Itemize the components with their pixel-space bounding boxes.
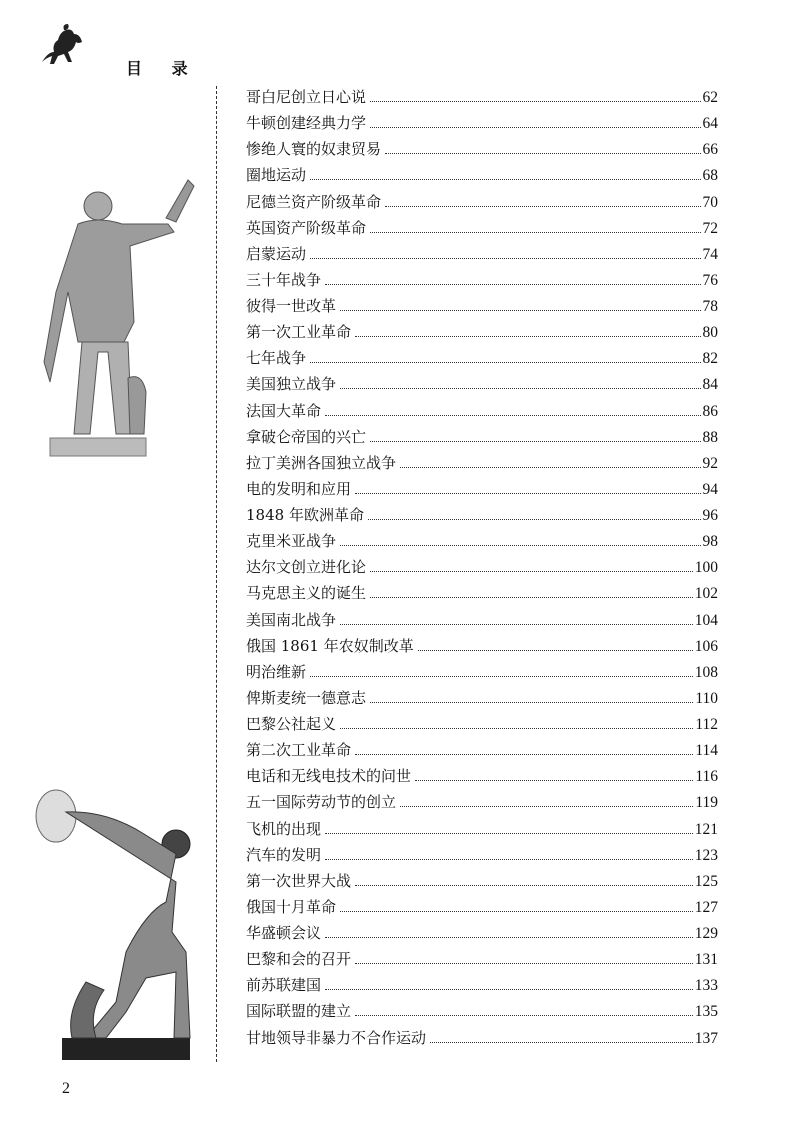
toc-item-page: 62	[702, 89, 718, 106]
toc-item[interactable]	[246, 607, 718, 633]
dot-leader	[368, 519, 701, 520]
toc-item-title: 启蒙运动	[246, 244, 307, 263]
toc-item-page: 86	[702, 402, 718, 420]
toc-item[interactable]	[246, 267, 718, 293]
discobolus-statue-image	[26, 782, 206, 1062]
toc-item-page: 80	[702, 324, 718, 342]
toc-item-title: 第一次世界大战	[246, 871, 352, 890]
toc-item-title: 七年战争	[246, 349, 307, 368]
dot-leader	[340, 545, 700, 546]
toc-item[interactable]	[246, 789, 718, 815]
toc-item[interactable]	[246, 972, 718, 998]
dot-leader	[325, 937, 693, 938]
dot-leader	[370, 101, 700, 102]
augustus-statue-image	[38, 172, 206, 464]
toc-item[interactable]	[246, 1025, 718, 1051]
toc-item-title: 圈地运动	[246, 166, 307, 185]
dot-leader	[340, 624, 693, 625]
toc-item[interactable]	[246, 502, 718, 528]
dot-leader	[310, 676, 693, 677]
toc-item-page: 112	[695, 716, 718, 733]
dot-leader	[355, 1015, 693, 1016]
toc-item-page: 121	[694, 820, 718, 838]
toc-item[interactable]	[246, 319, 718, 345]
toc-item-page: 110	[695, 689, 718, 707]
dot-leader	[310, 362, 700, 363]
toc-item[interactable]	[246, 659, 718, 685]
table-of-contents	[246, 84, 718, 1051]
toc-item-title: 前苏联建国	[246, 976, 322, 995]
toc-item-page: 100	[694, 559, 718, 577]
toc-item-title: 1848 年欧洲革命	[246, 506, 364, 524]
napoleon-horse-logo-icon	[38, 22, 86, 70]
toc-item-title: 巴黎公社起义	[246, 715, 337, 733]
toc-item-page: 106	[694, 637, 718, 655]
toc-item-page: 108	[694, 663, 718, 681]
toc-item[interactable]	[246, 711, 718, 737]
dot-leader	[340, 728, 693, 729]
toc-item-page: 68	[702, 167, 718, 185]
dot-leader	[370, 441, 700, 442]
toc-item[interactable]	[246, 110, 718, 136]
dot-leader	[340, 310, 700, 311]
toc-item-title: 拿破仑帝国的兴亡	[246, 427, 367, 446]
toc-item-page: 84	[702, 376, 718, 394]
toc-item[interactable]	[246, 189, 718, 215]
toc-item[interactable]	[246, 737, 718, 763]
dot-leader	[400, 467, 700, 468]
toc-item-title: 美国独立战争	[246, 375, 337, 394]
toc-item-page: 76	[702, 271, 718, 289]
toc-item-title: 第二次工业革命	[246, 741, 352, 760]
toc-item-page: 98	[702, 533, 718, 551]
dot-leader	[355, 885, 693, 886]
toc-item-page: 135	[694, 1003, 718, 1021]
dot-leader	[400, 806, 693, 807]
toc-item-page: 127	[694, 898, 718, 916]
toc-item[interactable]	[246, 633, 718, 659]
toc-item[interactable]	[246, 476, 718, 502]
dot-leader	[370, 232, 700, 233]
toc-item-title: 彼得一世改革	[246, 297, 337, 315]
toc-item-title: 巴黎和会的召开	[246, 950, 352, 969]
page-number: 2	[62, 1080, 70, 1097]
toc-item-title: 俄国 1861 年农奴制改革	[246, 636, 414, 655]
toc-item-title: 拉丁美洲各国独立战争	[246, 453, 397, 472]
toc-item-title: 甘地领导非暴力不合作运动	[246, 1028, 427, 1047]
toc-item[interactable]	[246, 371, 718, 397]
toc-item[interactable]	[246, 816, 718, 842]
toc-item[interactable]	[246, 685, 718, 711]
dot-leader	[355, 963, 693, 964]
toc-item[interactable]	[246, 763, 718, 789]
toc-item-page: 82	[702, 350, 718, 368]
dot-leader	[325, 859, 693, 860]
toc-item[interactable]	[246, 894, 718, 920]
toc-item[interactable]	[246, 842, 718, 868]
toc-item-title: 尼德兰资产阶级革命	[246, 192, 382, 211]
dot-leader	[325, 833, 693, 834]
toc-item[interactable]	[246, 162, 718, 188]
toc-item-page: 119	[695, 794, 718, 812]
dot-leader	[310, 179, 700, 180]
toc-item-title: 马克思主义的诞生	[246, 584, 367, 603]
toc-item-title: 牛顿创建经典力学	[246, 114, 367, 133]
dashed-divider	[216, 86, 217, 1062]
toc-item-page: 96	[702, 507, 718, 524]
toc-item-page: 104	[694, 611, 718, 629]
toc-item[interactable]	[246, 215, 718, 241]
toc-item-page: 133	[694, 977, 718, 995]
toc-item-title: 克里米亚战争	[246, 532, 337, 551]
toc-item[interactable]	[246, 946, 718, 972]
toc-item-title: 美国南北战争	[246, 610, 337, 629]
toc-item[interactable]	[246, 241, 718, 267]
toc-item-page: 70	[702, 193, 718, 211]
toc-item-page: 92	[702, 454, 718, 472]
toc-item-title: 三十年战争	[246, 270, 322, 289]
toc-item[interactable]	[246, 424, 718, 450]
dot-leader	[325, 284, 700, 285]
toc-item-page: 129	[694, 925, 718, 942]
toc-item-title: 法国大革命	[246, 401, 322, 420]
toc-item-title: 国际联盟的建立	[246, 1002, 352, 1021]
toc-item-title: 飞机的出现	[246, 819, 322, 838]
toc-item-page: 125	[694, 872, 718, 890]
toc-item-title: 俾斯麦统一德意志	[246, 688, 367, 707]
dot-leader	[325, 415, 700, 416]
dot-leader	[370, 127, 700, 128]
toc-item[interactable]	[246, 920, 718, 946]
toc-item-title: 华盛顿会议	[246, 924, 322, 942]
toc-item-page: 94	[702, 480, 718, 498]
dot-leader	[430, 1042, 693, 1043]
dot-leader	[415, 780, 693, 781]
toc-item-page: 72	[702, 219, 718, 237]
page-title: 目 录	[126, 59, 200, 78]
toc-item-title: 电的发明和应用	[246, 479, 352, 498]
page-header	[38, 22, 238, 78]
dot-leader	[370, 702, 693, 703]
dot-leader	[355, 493, 700, 494]
toc-item-page: 74	[702, 245, 718, 263]
toc-item-title: 达尔文创立进化论	[246, 558, 367, 577]
toc-item-title: 明治维新	[246, 662, 307, 681]
toc-item-title: 英国资产阶级革命	[246, 218, 367, 237]
dot-leader	[340, 388, 700, 389]
dot-leader	[370, 597, 693, 598]
toc-item[interactable]	[246, 554, 718, 580]
toc-item-title: 五一国际劳动节的创立	[246, 793, 397, 812]
toc-item[interactable]	[246, 450, 718, 476]
dot-leader	[385, 206, 700, 207]
toc-item[interactable]	[246, 293, 718, 319]
dot-leader	[370, 571, 693, 572]
toc-item-page: 64	[702, 115, 718, 133]
toc-item-page: 131	[694, 951, 718, 969]
dot-leader	[325, 989, 693, 990]
toc-item[interactable]	[246, 528, 718, 554]
toc-item-page: 78	[702, 298, 718, 315]
toc-item[interactable]	[246, 345, 718, 371]
dot-leader	[418, 650, 693, 651]
toc-item[interactable]	[246, 136, 718, 162]
toc-item[interactable]	[246, 398, 718, 424]
toc-item-page: 123	[694, 846, 718, 864]
toc-item-title: 汽车的发明	[246, 845, 322, 864]
toc-item[interactable]	[246, 580, 718, 606]
toc-item-title: 第一次工业革命	[246, 323, 352, 342]
dot-leader	[355, 336, 700, 337]
toc-item-page: 116	[695, 768, 718, 786]
toc-item-page: 88	[702, 428, 718, 446]
dot-leader	[340, 911, 693, 912]
dot-leader	[355, 754, 693, 755]
toc-item[interactable]	[246, 84, 718, 110]
toc-item-page: 66	[702, 141, 718, 159]
toc-item-page: 114	[695, 742, 718, 760]
toc-item-page: 102	[694, 585, 718, 603]
dot-leader	[385, 153, 700, 154]
toc-item-title: 惨绝人寰的奴隶贸易	[246, 140, 382, 159]
toc-item-title: 哥白尼创立日心说	[246, 88, 367, 106]
toc-item[interactable]	[246, 998, 718, 1024]
toc-item-page: 137	[694, 1029, 718, 1047]
toc-item[interactable]	[246, 868, 718, 894]
dot-leader	[310, 258, 700, 259]
toc-item-title: 电话和无线电技术的问世	[246, 767, 412, 786]
toc-item-title: 俄国十月革命	[246, 897, 337, 916]
